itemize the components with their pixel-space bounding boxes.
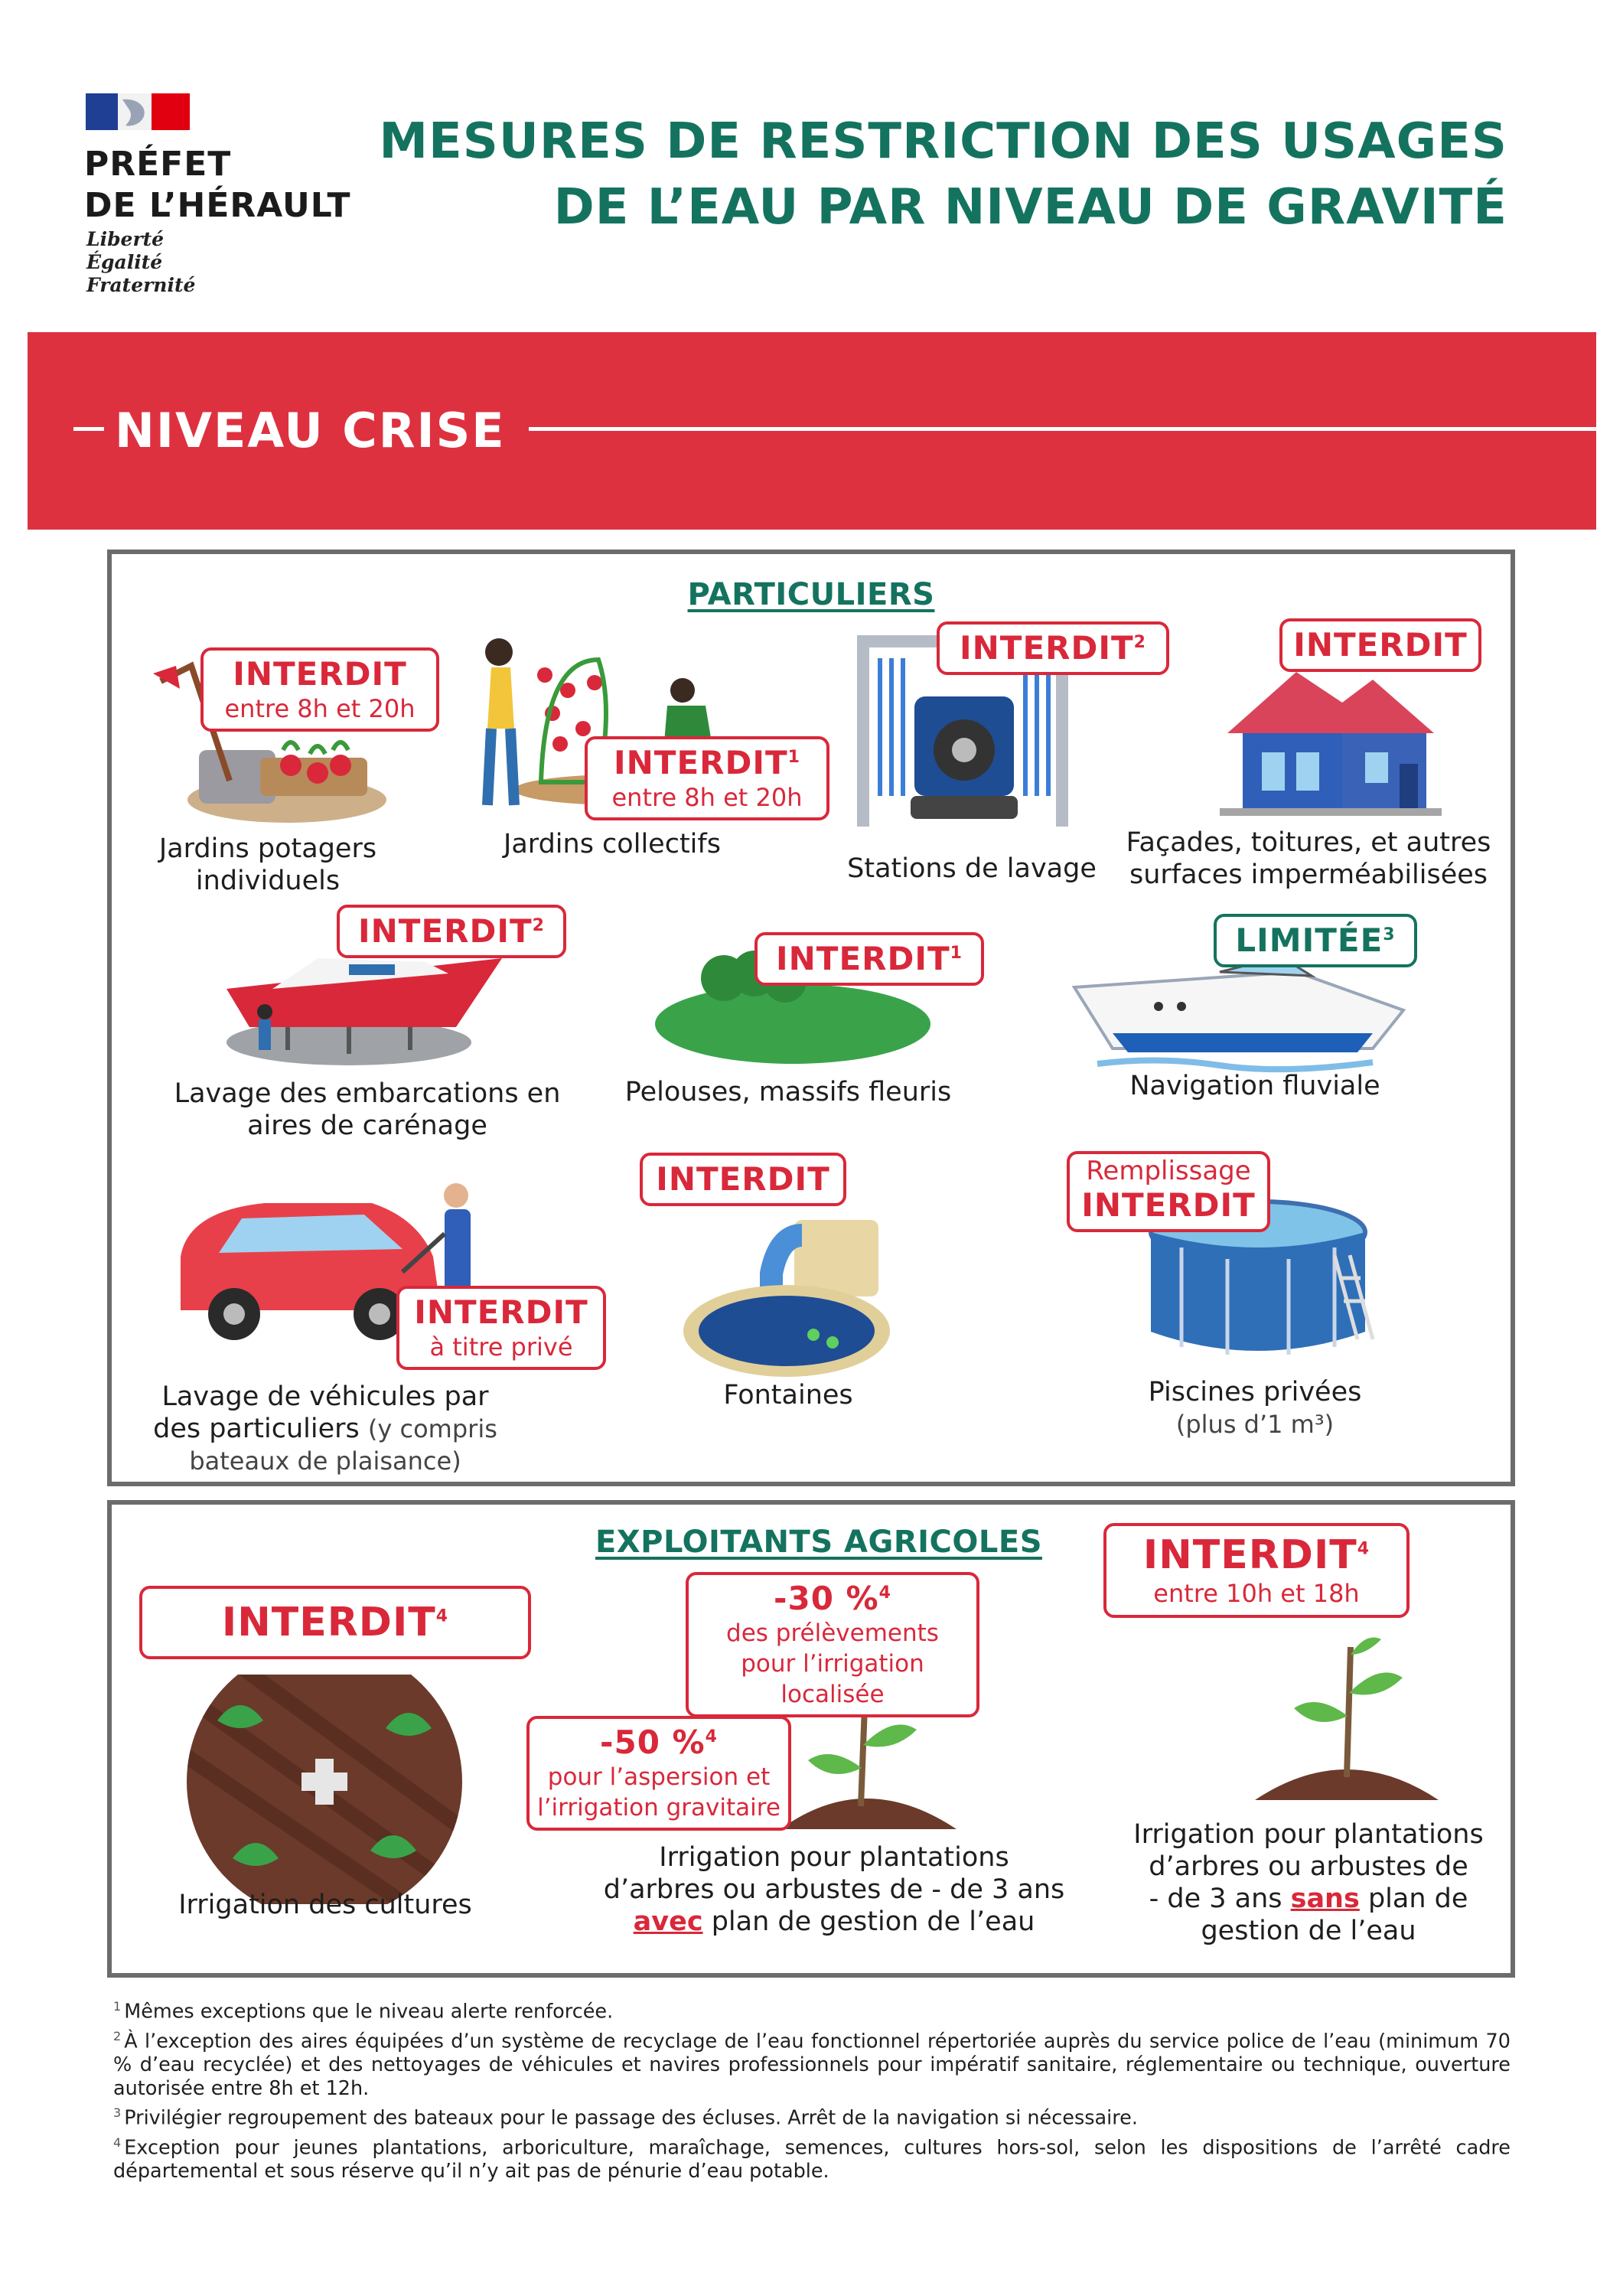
banner-line-right xyxy=(529,427,1596,431)
footnote-number: 1 xyxy=(113,1999,122,2014)
caption-emphasis: avec xyxy=(633,1906,703,1937)
car-wash-caption: Stations de lavage xyxy=(847,853,1097,884)
caption-line: plan de xyxy=(1359,1883,1468,1914)
fountain-caption: Fontaines xyxy=(723,1380,853,1411)
badge-label: INTERDIT xyxy=(1142,1532,1357,1578)
badge-pre: Remplissage xyxy=(1086,1156,1251,1186)
badge-label: INTERDIT xyxy=(960,629,1134,667)
badge-footnote-ref: 4 xyxy=(878,1583,891,1603)
badge-footnote-ref: 4 xyxy=(705,1727,718,1746)
car-wash-badge xyxy=(937,621,1169,675)
badge-label: INTERDIT xyxy=(656,1160,830,1198)
vegetable-garden-badge xyxy=(200,647,439,732)
marianne-flag-icon xyxy=(86,93,190,130)
badge-sub: entre 8h et 20h xyxy=(611,783,803,812)
footnote-number: 4 xyxy=(113,2135,122,2150)
prefet-name xyxy=(84,144,351,227)
badge-label: INTERDIT xyxy=(221,1600,436,1645)
footnote-number: 2 xyxy=(113,2028,122,2043)
avec-plan-caption xyxy=(582,1841,1087,1938)
badge-label: LIMITÉE xyxy=(1235,921,1383,959)
badge-footnote-ref: 2 xyxy=(532,916,545,935)
footnote-1 xyxy=(113,1994,1511,2024)
motto-egalite: Égalité xyxy=(86,251,163,273)
caption-line: Irrigation pour plantations xyxy=(1133,1819,1484,1850)
badge-footnote-ref: 1 xyxy=(787,748,800,767)
badge-sub: des prélèvements pour l’irrigation localisée xyxy=(726,1619,939,1708)
badge-footnote-ref: 3 xyxy=(1383,925,1396,944)
caption-line: d’arbres ou arbustes de - de 3 ans xyxy=(603,1874,1065,1905)
sans-plan-badge xyxy=(1103,1523,1410,1618)
caption-line: plan de gestion de l’eau xyxy=(702,1906,1035,1937)
prefet-line-1: PRÉFET xyxy=(84,145,232,184)
republic-motto xyxy=(86,228,195,297)
level-banner xyxy=(28,332,1596,530)
caption-main: Piscines privées xyxy=(1148,1377,1362,1407)
footnotes xyxy=(113,1994,1511,2183)
badge-percent: -50 % xyxy=(600,1724,706,1761)
vegetable-garden-caption: Jardins potagers individuels xyxy=(158,833,377,896)
footnote-text: Exception pour jeunes plantations, arboriculture, maraîchage, semences, cultures hors-sol, selon les dispositions de l’arrêté cadre départemental et sous réserve qu’il n’y ait pas de pénurie d’eau potable. xyxy=(113,2136,1511,2183)
prefet-line-2: DE L’HÉRAULT xyxy=(84,186,351,225)
page-title xyxy=(360,109,1507,240)
badge-label: INTERDIT xyxy=(776,940,950,977)
caption-small: (y compris bateaux de plaisance) xyxy=(189,1414,497,1476)
lawn-badge xyxy=(754,932,984,986)
footnote-text: À l’exception des aires équipées d’un système de recyclage de l’eau fonctionnel répertoriée auprès du service police de l’eau (minimum 70 % d’eau recyclée) et des nettoyages de véhicules et navires professionnels pour impératif sanitaire, réglementaire ou technique, ouverture autorisée entre 8h et 12h. xyxy=(113,2030,1511,2100)
banner-line-left xyxy=(73,427,104,431)
footnote-text: Privilégier regroupement des bateaux pour le passage des écluses. Arrêt de la navigation si nécessaire. xyxy=(124,2106,1138,2130)
motto-fraternite: Fraternité xyxy=(86,274,196,296)
page-title-line-2: DE L’EAU PAR NIVEAU DE GRAVITÉ xyxy=(553,179,1507,236)
lawn-caption: Pelouses, massifs fleuris xyxy=(624,1077,952,1107)
badge-footnote-ref: 4 xyxy=(435,1606,449,1626)
badge-sub: pour l’aspersion et l’irrigation gravitaire xyxy=(537,1763,781,1821)
house-icon xyxy=(1220,649,1442,817)
agricoles-title: EXPLOITANTS AGRICOLES xyxy=(595,1525,1042,1560)
pool-badge xyxy=(1067,1151,1270,1232)
badge-sub: entre 10h et 18h xyxy=(1153,1579,1360,1608)
sprinkler-icon xyxy=(171,1675,477,1904)
footnote-text: Mêmes exceptions que le niveau alerte renforcée. xyxy=(124,2000,614,2024)
caption-line: gestion de l’eau xyxy=(1201,1916,1416,1946)
badge-label: INTERDIT xyxy=(414,1293,588,1331)
badge-sub: entre 8h et 20h xyxy=(224,694,416,723)
badge-percent: -30 % xyxy=(774,1580,879,1617)
badge-label: INTERDIT xyxy=(358,912,533,950)
badge-footnote-ref: 1 xyxy=(950,944,963,963)
badge-footnote-ref: 2 xyxy=(1133,633,1146,652)
badge-label: INTERDIT xyxy=(614,744,788,781)
caption-emphasis: sans xyxy=(1290,1883,1360,1914)
fountain-badge xyxy=(640,1153,846,1206)
house-badge xyxy=(1279,618,1481,672)
avec-reduction-badge-30 xyxy=(686,1572,979,1717)
badge-sub: à titre privé xyxy=(429,1332,573,1362)
footnote-3 xyxy=(113,2101,1511,2131)
community-garden-badge xyxy=(585,736,829,820)
boat-careening-caption: Lavage des embarcations en aires de carénage xyxy=(174,1078,561,1141)
sapling-icon xyxy=(1247,1616,1446,1808)
car-washing-caption xyxy=(138,1381,513,1477)
badge-label: INTERDIT xyxy=(233,655,407,693)
avec-reduction-badge-50 xyxy=(526,1716,791,1831)
caption-line: d’arbres ou arbustes de xyxy=(1149,1851,1468,1882)
caption-line: - de 3 ans xyxy=(1149,1883,1291,1914)
particuliers-title: PARTICULIERS xyxy=(687,577,935,612)
navigation-caption: Navigation fluviale xyxy=(1129,1071,1380,1101)
caption-line: Irrigation pour plantations xyxy=(659,1842,1009,1873)
badge-footnote-ref: 4 xyxy=(1357,1539,1370,1559)
footnote-2 xyxy=(113,2024,1511,2102)
fountain-icon xyxy=(680,1205,909,1381)
page-title-line-1: MESURES DE RESTRICTION DES USAGES xyxy=(379,113,1507,170)
community-garden-caption: Jardins collectifs xyxy=(504,829,721,859)
caption-main: Lavage de véhicules par des particuliers xyxy=(153,1381,489,1444)
footnote-4 xyxy=(113,2131,1511,2184)
badge-label: INTERDIT xyxy=(1293,626,1468,664)
boat-careening-icon xyxy=(196,943,517,1073)
motto-liberte: Liberté xyxy=(86,228,165,250)
sans-plan-caption xyxy=(1117,1818,1500,1947)
pool-caption xyxy=(1102,1376,1408,1440)
navigation-badge xyxy=(1214,914,1417,967)
badge-label: INTERDIT xyxy=(1081,1186,1256,1224)
irrigation-caption: Irrigation des cultures xyxy=(178,1890,472,1920)
caption-small: (plus d’1 m³) xyxy=(1175,1410,1335,1439)
boat-careening-badge xyxy=(337,905,566,958)
level-title: NIVEAU CRISE xyxy=(115,403,506,458)
irrigation-badge xyxy=(139,1586,531,1659)
house-caption: Façades, toitures, et autres surfaces imperméabilisées xyxy=(1126,827,1491,890)
car-washing-badge xyxy=(396,1286,606,1370)
footnote-number: 3 xyxy=(113,2105,122,2120)
